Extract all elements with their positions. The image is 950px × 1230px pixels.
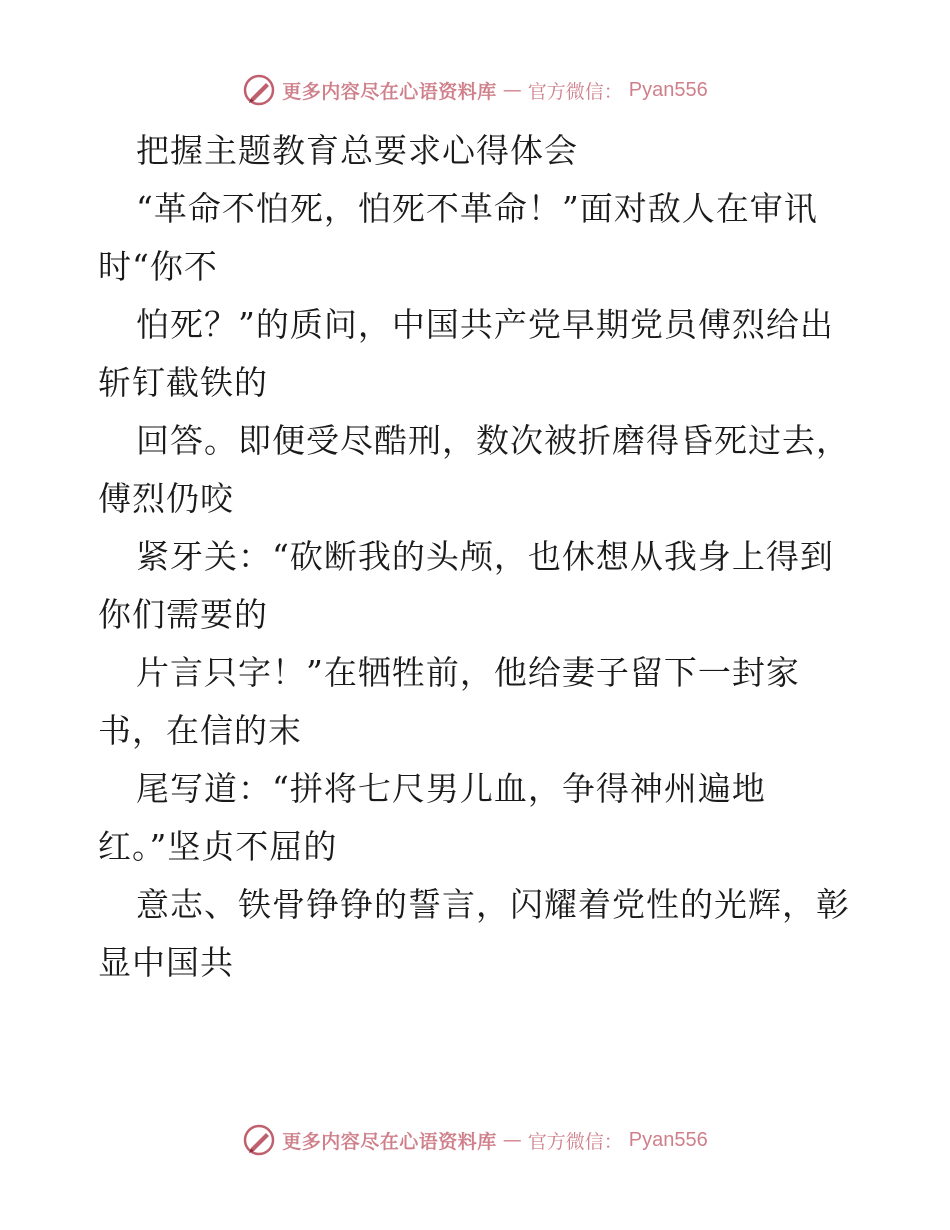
text-line: 尾写道：“拼将七尺男儿血，争得神州遍地 xyxy=(136,769,766,808)
text-line: “革命不怕死，怕死不革命！”面对敌人在审讯 xyxy=(136,189,818,228)
watermark-wechat-id: Pyan556 xyxy=(628,1128,708,1151)
pen-logo-icon xyxy=(242,1123,276,1157)
header-watermark xyxy=(0,70,950,110)
text-line: 意志、铁骨铮铮的誓言，闪耀着党性的光辉，彰 xyxy=(136,885,850,924)
text-line: 怕死？”的质问，中国共产党早期党员傅烈给出 xyxy=(136,305,834,344)
text-line: 显中国共 xyxy=(98,943,234,982)
text-line: 红。”坚贞不屈的 xyxy=(98,827,338,866)
document-title: 把握主题教育总要求心得体会 xyxy=(136,131,578,170)
text-line: 斩钉截铁的 xyxy=(98,363,268,402)
text-line: 时“你不 xyxy=(98,247,218,286)
watermark-wechat-id: Pyan556 xyxy=(628,78,708,101)
pen-logo-icon xyxy=(242,73,276,107)
watermark-separator: — xyxy=(502,79,522,101)
watermark-site-text: 更多内容尽在心语资料库 xyxy=(282,1130,497,1153)
watermark-separator: — xyxy=(502,1129,522,1151)
text-line: 回答。即便受尽酷刑，数次被折磨得昏死过去， xyxy=(136,421,850,460)
watermark-wechat-label: 官方微信： xyxy=(527,80,623,103)
text-line: 紧牙关：“砍断我的头颅，也休想从我身上得到 xyxy=(136,537,834,576)
watermark-wechat-label: 官方微信： xyxy=(527,1130,623,1153)
watermark-site-text: 更多内容尽在心语资料库 xyxy=(282,80,497,103)
text-line: 傅烈仍咬 xyxy=(98,479,234,518)
text-line: 书，在信的末 xyxy=(98,711,302,750)
document-body xyxy=(98,122,858,992)
text-line: 你们需要的 xyxy=(98,595,268,634)
text-line: 片言只字！”在牺牲前，他给妻子留下一封家 xyxy=(136,653,800,692)
footer-watermark xyxy=(0,1120,950,1160)
